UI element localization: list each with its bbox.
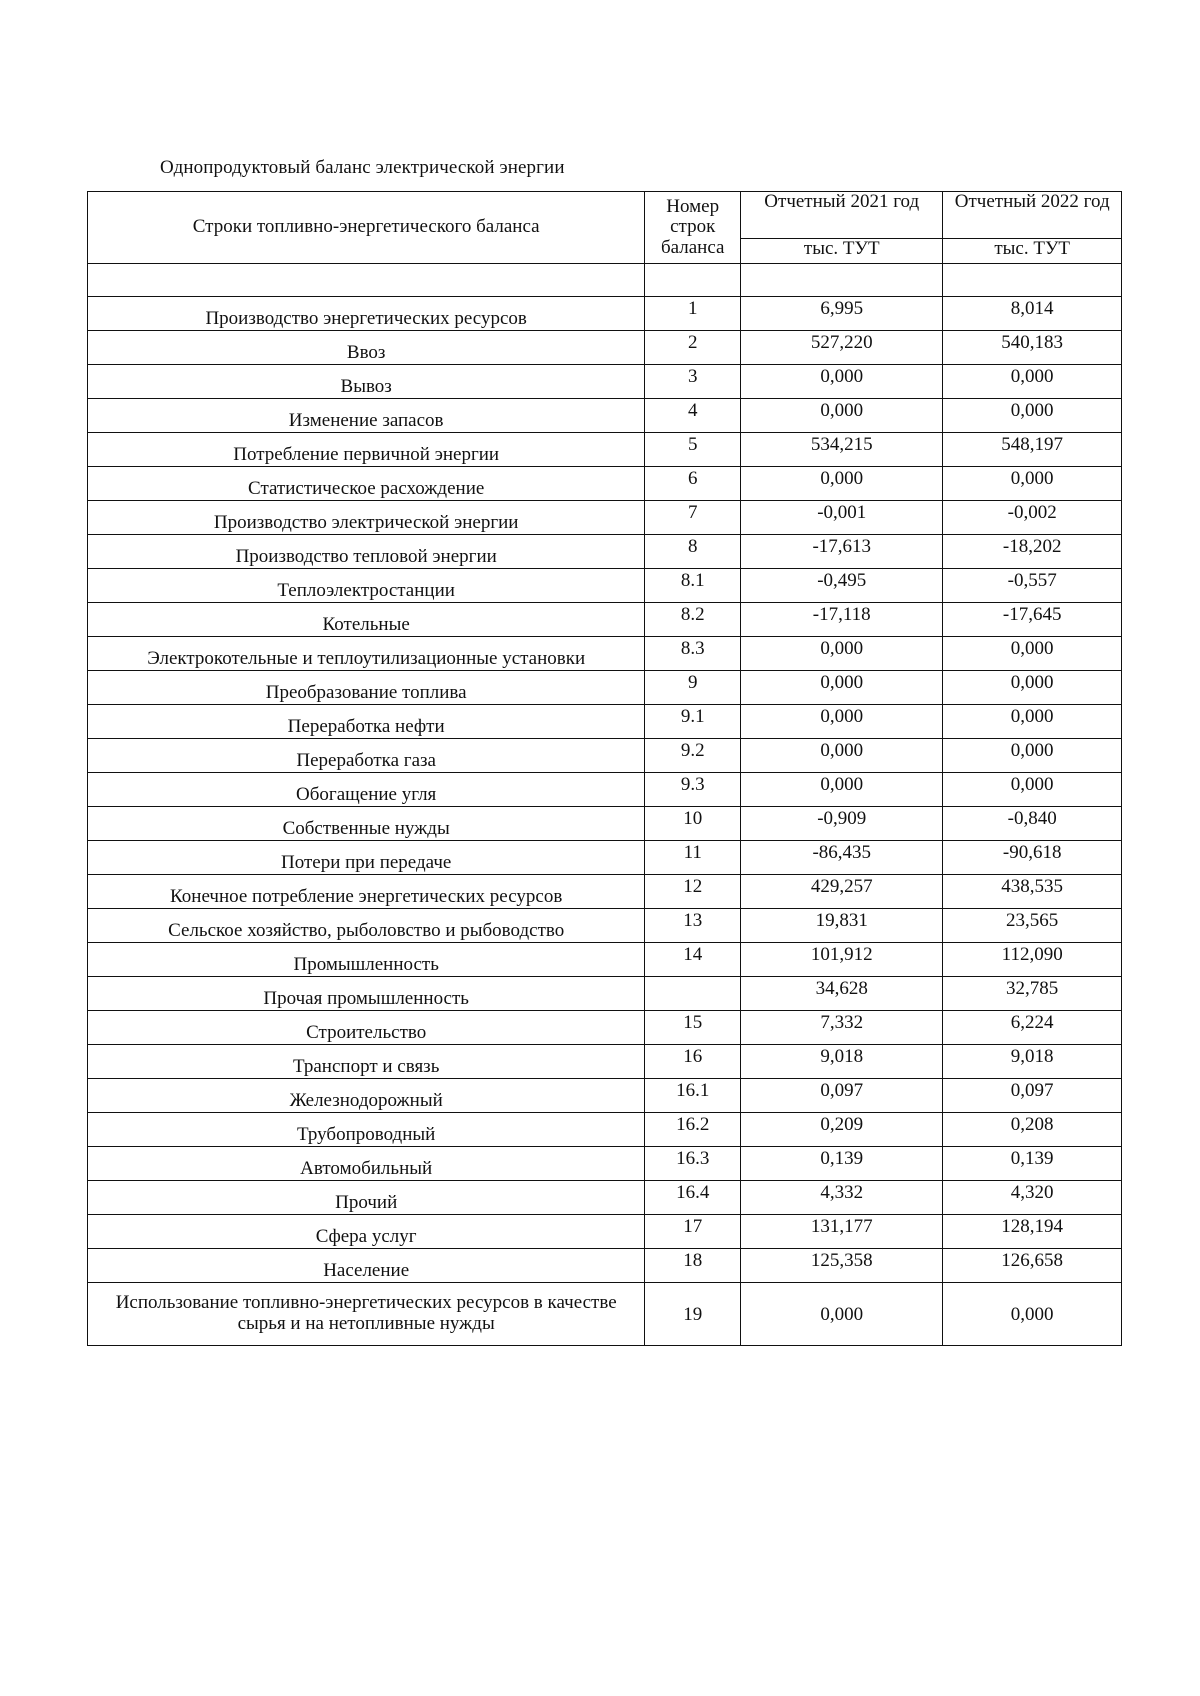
value-2021-cell: 9,018 xyxy=(741,1045,943,1079)
row-name-cell: Население xyxy=(88,1249,645,1283)
row-name-cell: Производство электрической энергии xyxy=(88,501,645,535)
table-row xyxy=(88,1181,1122,1215)
value-2022-cell: 0,000 xyxy=(943,705,1122,739)
value-2021-cell: 101,912 xyxy=(741,943,943,977)
value-2022-cell: -0,840 xyxy=(943,807,1122,841)
table-row xyxy=(88,535,1122,569)
value-2021-cell: -0,495 xyxy=(741,569,943,603)
row-name-cell: Преобразование топлива xyxy=(88,671,645,705)
value-2021-cell: -0,001 xyxy=(741,501,943,535)
row-number-cell: 6 xyxy=(645,467,741,501)
table-row xyxy=(88,1079,1122,1113)
table-row xyxy=(88,773,1122,807)
value-2022-cell: -0,002 xyxy=(943,501,1122,535)
table-row xyxy=(88,1045,1122,1079)
value-2022-cell: 0,000 xyxy=(943,739,1122,773)
value-2021-cell: 0,000 xyxy=(741,705,943,739)
row-number-cell: 8 xyxy=(645,535,741,569)
value-2021-cell: 527,220 xyxy=(741,331,943,365)
row-number-cell: 19 xyxy=(645,1283,741,1346)
row-name-cell: Переработка газа xyxy=(88,739,645,773)
row-name-cell: Сфера услуг xyxy=(88,1215,645,1249)
row-name-cell: Использование топливно-энергетических ресурсов в качестве сырья и на нетопливные нужды xyxy=(88,1283,645,1346)
row-name-cell: Автомобильный xyxy=(88,1147,645,1181)
row-number-cell: 14 xyxy=(645,943,741,977)
row-number-cell: 8.2 xyxy=(645,603,741,637)
table-row xyxy=(88,501,1122,535)
row-number-cell: 3 xyxy=(645,365,741,399)
value-2021-cell: 0,139 xyxy=(741,1147,943,1181)
table-row xyxy=(88,1283,1122,1346)
value-2021-cell: 34,628 xyxy=(741,977,943,1011)
row-number-cell: 9.1 xyxy=(645,705,741,739)
table-row xyxy=(88,637,1122,671)
value-2022-cell: 0,000 xyxy=(943,1283,1122,1346)
value-2021-cell: 0,209 xyxy=(741,1113,943,1147)
table-row xyxy=(88,909,1122,943)
spacer-cell xyxy=(943,264,1122,297)
row-number-cell: 12 xyxy=(645,875,741,909)
row-number-cell: 13 xyxy=(645,909,741,943)
row-name-cell: Электрокотельные и теплоутилизационные установки xyxy=(88,637,645,671)
value-2021-cell: 7,332 xyxy=(741,1011,943,1045)
table-row xyxy=(88,739,1122,773)
row-number-cell: 15 xyxy=(645,1011,741,1045)
value-2021-cell: 0,000 xyxy=(741,1283,943,1346)
row-number-cell: 8.1 xyxy=(645,569,741,603)
row-number-cell: 9 xyxy=(645,671,741,705)
table-row xyxy=(88,671,1122,705)
document-title: Однопродуктовый баланс электрической энергии xyxy=(160,157,565,178)
row-name-cell: Конечное потребление энергетических ресурсов xyxy=(88,875,645,909)
row-name-cell: Потери при передаче xyxy=(88,841,645,875)
value-2022-cell: 6,224 xyxy=(943,1011,1122,1045)
table-row xyxy=(88,1215,1122,1249)
row-number-cell: 16.1 xyxy=(645,1079,741,1113)
value-2022-cell: 0,000 xyxy=(943,467,1122,501)
value-2022-cell: 128,194 xyxy=(943,1215,1122,1249)
row-name-cell: Прочий xyxy=(88,1181,645,1215)
value-2022-cell: 126,658 xyxy=(943,1249,1122,1283)
value-2021-cell: 0,097 xyxy=(741,1079,943,1113)
row-number-cell: 5 xyxy=(645,433,741,467)
row-name-cell: Производство тепловой энергии xyxy=(88,535,645,569)
table-row xyxy=(88,1249,1122,1283)
header-unit-2021: тыс. ТУТ xyxy=(741,239,943,264)
value-2022-cell: 32,785 xyxy=(943,977,1122,1011)
value-2022-cell: 8,014 xyxy=(943,297,1122,331)
value-2022-cell: 548,197 xyxy=(943,433,1122,467)
value-2022-cell: 0,000 xyxy=(943,365,1122,399)
header-row-name: Строки топливно-энергетического баланса xyxy=(88,192,645,264)
row-number-cell: 16.4 xyxy=(645,1181,741,1215)
table-row xyxy=(88,943,1122,977)
table-row xyxy=(88,297,1122,331)
value-2022-cell: 0,000 xyxy=(943,637,1122,671)
table-row xyxy=(88,433,1122,467)
value-2022-cell: 0,097 xyxy=(943,1079,1122,1113)
value-2022-cell: 23,565 xyxy=(943,909,1122,943)
row-number-cell: 7 xyxy=(645,501,741,535)
row-number-cell: 18 xyxy=(645,1249,741,1283)
header-year-2021: Отчетный 2021 год xyxy=(741,192,943,239)
value-2022-cell: -18,202 xyxy=(943,535,1122,569)
table-row xyxy=(88,365,1122,399)
table-row xyxy=(88,977,1122,1011)
row-number-cell: 9.2 xyxy=(645,739,741,773)
value-2021-cell: 4,332 xyxy=(741,1181,943,1215)
row-number-cell: 9.3 xyxy=(645,773,741,807)
row-name-cell: Прочая промышленность xyxy=(88,977,645,1011)
row-name-cell: Обогащение угля xyxy=(88,773,645,807)
row-name-cell: Теплоэлектростанции xyxy=(88,569,645,603)
value-2022-cell: -0,557 xyxy=(943,569,1122,603)
header-unit-2022: тыс. ТУТ xyxy=(943,239,1122,264)
row-name-cell: Вывоз xyxy=(88,365,645,399)
row-number-cell: 10 xyxy=(645,807,741,841)
value-2021-cell: 0,000 xyxy=(741,399,943,433)
value-2021-cell: -86,435 xyxy=(741,841,943,875)
table-row xyxy=(88,1011,1122,1045)
value-2022-cell: 0,000 xyxy=(943,399,1122,433)
value-2021-cell: 19,831 xyxy=(741,909,943,943)
spacer-cell xyxy=(741,264,943,297)
value-2021-cell: 0,000 xyxy=(741,467,943,501)
row-name-cell: Промышленность xyxy=(88,943,645,977)
value-2021-cell: 125,358 xyxy=(741,1249,943,1283)
row-name-cell: Котельные xyxy=(88,603,645,637)
row-number-cell: 16.3 xyxy=(645,1147,741,1181)
value-2022-cell: 112,090 xyxy=(943,943,1122,977)
value-2021-cell: 534,215 xyxy=(741,433,943,467)
row-name-cell: Железнодорожный xyxy=(88,1079,645,1113)
row-name-cell: Производство энергетических ресурсов xyxy=(88,297,645,331)
table-row xyxy=(88,875,1122,909)
value-2021-cell: 429,257 xyxy=(741,875,943,909)
value-2022-cell: -17,645 xyxy=(943,603,1122,637)
table-row xyxy=(88,1147,1122,1181)
value-2022-cell: 0,000 xyxy=(943,773,1122,807)
row-name-cell: Строительство xyxy=(88,1011,645,1045)
row-name-cell: Трубопроводный xyxy=(88,1113,645,1147)
table-row xyxy=(88,569,1122,603)
table-row xyxy=(88,807,1122,841)
value-2021-cell: 6,995 xyxy=(741,297,943,331)
table-row xyxy=(88,1113,1122,1147)
balance-table xyxy=(87,191,1122,1346)
value-2021-cell: 0,000 xyxy=(741,671,943,705)
header-year-2022: Отчетный 2022 год xyxy=(943,192,1122,239)
value-2022-cell: 0,000 xyxy=(943,671,1122,705)
value-2021-cell: -17,118 xyxy=(741,603,943,637)
value-2021-cell: 0,000 xyxy=(741,637,943,671)
row-number-cell: 16.2 xyxy=(645,1113,741,1147)
table-row xyxy=(88,705,1122,739)
row-name-cell: Ввоз xyxy=(88,331,645,365)
table-row xyxy=(88,467,1122,501)
value-2022-cell: 9,018 xyxy=(943,1045,1122,1079)
header-row-number: Номер строк баланса xyxy=(645,192,741,264)
value-2021-cell: 0,000 xyxy=(741,739,943,773)
row-number-cell: 4 xyxy=(645,399,741,433)
spacer-cell xyxy=(645,264,741,297)
value-2021-cell: 0,000 xyxy=(741,365,943,399)
value-2022-cell: 540,183 xyxy=(943,331,1122,365)
value-2022-cell: 0,139 xyxy=(943,1147,1122,1181)
row-number-cell: 17 xyxy=(645,1215,741,1249)
row-number-cell: 11 xyxy=(645,841,741,875)
row-number-cell: 2 xyxy=(645,331,741,365)
row-name-cell: Собственные нужды xyxy=(88,807,645,841)
value-2022-cell: 438,535 xyxy=(943,875,1122,909)
table-spacer-row xyxy=(88,264,1122,297)
row-number-cell: 1 xyxy=(645,297,741,331)
value-2021-cell: 131,177 xyxy=(741,1215,943,1249)
table-row xyxy=(88,399,1122,433)
row-name-cell: Сельское хозяйство, рыболовство и рыбоводство xyxy=(88,909,645,943)
row-name-cell: Переработка нефти xyxy=(88,705,645,739)
balance-table-body xyxy=(88,192,1122,1346)
row-number-cell: 16 xyxy=(645,1045,741,1079)
value-2021-cell: -0,909 xyxy=(741,807,943,841)
table-row xyxy=(88,603,1122,637)
row-number-cell: 8.3 xyxy=(645,637,741,671)
value-2022-cell: 0,208 xyxy=(943,1113,1122,1147)
table-header-row xyxy=(88,192,1122,239)
row-name-cell: Транспорт и связь xyxy=(88,1045,645,1079)
row-name-cell: Потребление первичной энергии xyxy=(88,433,645,467)
row-number-cell xyxy=(645,977,741,1011)
value-2021-cell: -17,613 xyxy=(741,535,943,569)
row-name-cell: Статистическое расхождение xyxy=(88,467,645,501)
spacer-cell xyxy=(88,264,645,297)
table-row xyxy=(88,841,1122,875)
row-name-cell: Изменение запасов xyxy=(88,399,645,433)
value-2022-cell: -90,618 xyxy=(943,841,1122,875)
value-2021-cell: 0,000 xyxy=(741,773,943,807)
table-row xyxy=(88,331,1122,365)
value-2022-cell: 4,320 xyxy=(943,1181,1122,1215)
